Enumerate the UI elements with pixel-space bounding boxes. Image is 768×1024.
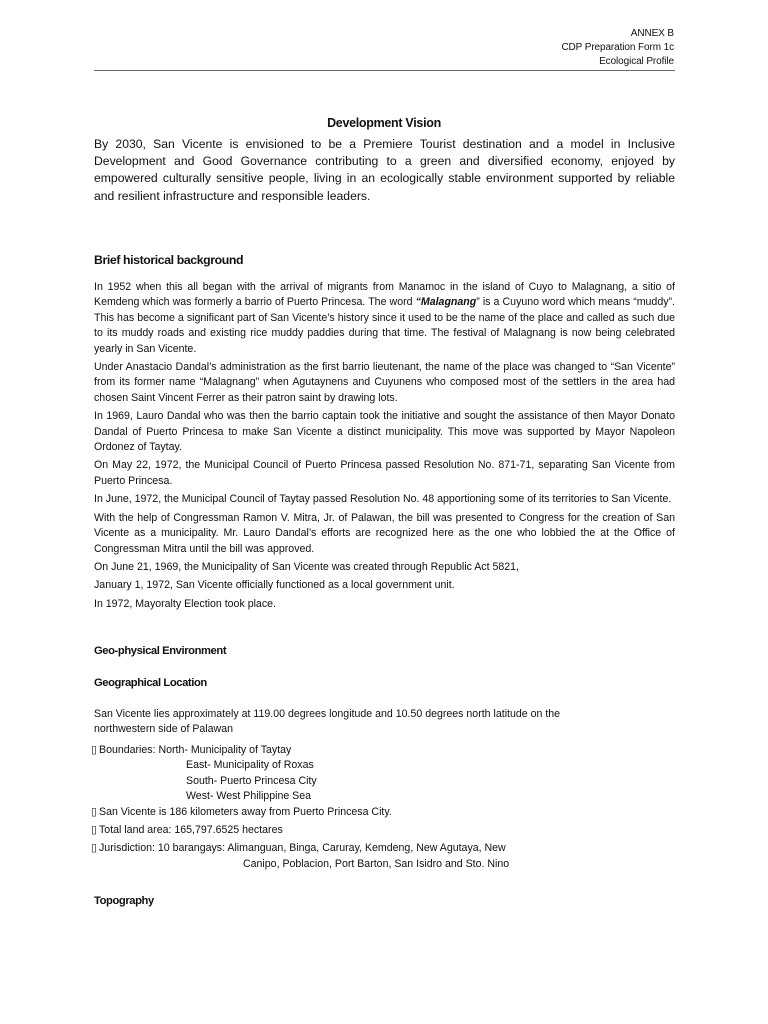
location-intro-line: northwestern side of Palawan (94, 723, 233, 736)
boundary-east: East- Municipality of Roxas (186, 759, 314, 772)
history-paragraph: January 1, 1972, San Vicente officially functioned as a local government unit. (94, 579, 455, 592)
history-text: In 1952 when this all began with the arrival of migrants from Manamoc in the island of Cuyo to Malagnang, a sitio of Kemdeng which was formerly a barrio of Puerto Princesa. The word (94, 281, 675, 309)
annex-label: ANNEX B (630, 28, 674, 39)
location-facts-list (91, 743, 509, 872)
history-paragraph: Under Anastacio Dandal’s administration as the first barrio lieutenant, the name of the place was changed to “San Vicente” from its former name “Malagnang” when Agutaynens and Cuyunens who composed most of the settlers in the area had chosen Saint Vincent Ferrer as their patron saint by drawing lots. (94, 361, 675, 404)
list-item (91, 743, 509, 758)
profile-label: Ecological Profile (599, 56, 674, 67)
bullet-icon: ▯ (91, 805, 97, 818)
history-section (94, 280, 675, 615)
jurisdiction-continued: Canipo, Poblacion, Port Barton, San Isidro and Sto. Nino (243, 857, 510, 870)
form-label: CDP Preparation Form 1c (561, 42, 674, 53)
location-intro-line: San Vicente lies approximately at 119.00 degrees longitude and 10.50 degrees north latitude on the (94, 708, 561, 720)
history-paragraph: With the help of Congressman Ramon V. Mitra, Jr. of Palawan, the bill was presented to Congress for the creation of San Vicente as a municipality. Mr. Lauro Dandal’s efforts are recognized here as the one who lobbied the at the Office of Congressman Mitra until the bill was approved. (94, 511, 675, 555)
page-header (561, 27, 674, 69)
location-heading: Geographical Location (94, 677, 207, 689)
history-paragraph: In 1972, Mayoralty Election took place. (94, 597, 276, 610)
history-paragraph: In 1969, Lauro Dandal who was then the barrio captain took the initiative and sought the assistance of then Mayor Donato Dandal of Puerto Princesa to make San Vicente a distinct municipality. This move was supported by Mayor Napoleon Ordonez of Taytay. (94, 410, 675, 454)
history-text: is a Cuyuno word which means “muddy”. This has become a significant part of San Vicente’s history since it used to be the name of the place and called as such due to its muddy roads and existing rice muddy paddies during that time. The festival of Malagnang is now being celebrated yearly in San Vicente. (94, 296, 675, 355)
list-item (91, 805, 509, 820)
boundary-south: South- Puerto Princesa City (186, 774, 317, 787)
history-paragraph: On May 22, 1972, the Municipal Council of Puerto Princesa passed Resolution No. 871-71, separating San Vicente from Puerto Princesa. (94, 459, 675, 487)
bullet-icon: ▯ (91, 842, 97, 855)
header-divider (94, 70, 675, 71)
history-paragraph: On June 21, 1969, the Municipality of San Vicente was created through Republic Act 5821, (94, 560, 520, 573)
geophysical-heading: Geo-physical Environment (94, 645, 227, 657)
section-title: Development Vision (327, 116, 441, 130)
bullet-icon: ▯ (91, 824, 97, 837)
boundaries-north: Boundaries: North- Municipality of Taytay (99, 744, 292, 756)
boundary-west: West- West Philippine Sea (186, 790, 312, 803)
history-paragraph: In June, 1972, the Municipal Council of Taytay passed Resolution No. 48 apportioning some of its territories to San Vicente. (94, 493, 672, 506)
topography-heading: Topography (94, 895, 154, 907)
jurisdiction-fact: Jurisdiction: 10 barangays: Alimanguan, Binga, Caruray, Kemdeng, New Agutaya, New (99, 842, 506, 855)
history-heading: Brief historical background (94, 253, 244, 267)
bullet-icon: ▯ (91, 744, 97, 756)
list-item (91, 841, 509, 856)
malagnang-term: “Malagnang (415, 296, 477, 309)
location-intro (94, 707, 614, 738)
distance-fact: San Vicente is 186 kilometers away from Puerto Princesa City. (99, 805, 392, 818)
history-quote-mark: ” (476, 296, 480, 309)
history-paragraph (94, 280, 675, 357)
list-item (91, 823, 509, 838)
land-area-fact: Total land area: 165,797.6525 hectares (99, 824, 283, 837)
vision-paragraph: By 2030, San Vicente is envisioned to be a Premiere Tourist destination and a model in Inclusive Development and Good Governance contributing to a green and diversified economy, enjoyed by empowered culturally sensitive people, living in an ecologically stable environment supported by reliable and resilient infrastructure and responsible leaders. (94, 137, 675, 203)
